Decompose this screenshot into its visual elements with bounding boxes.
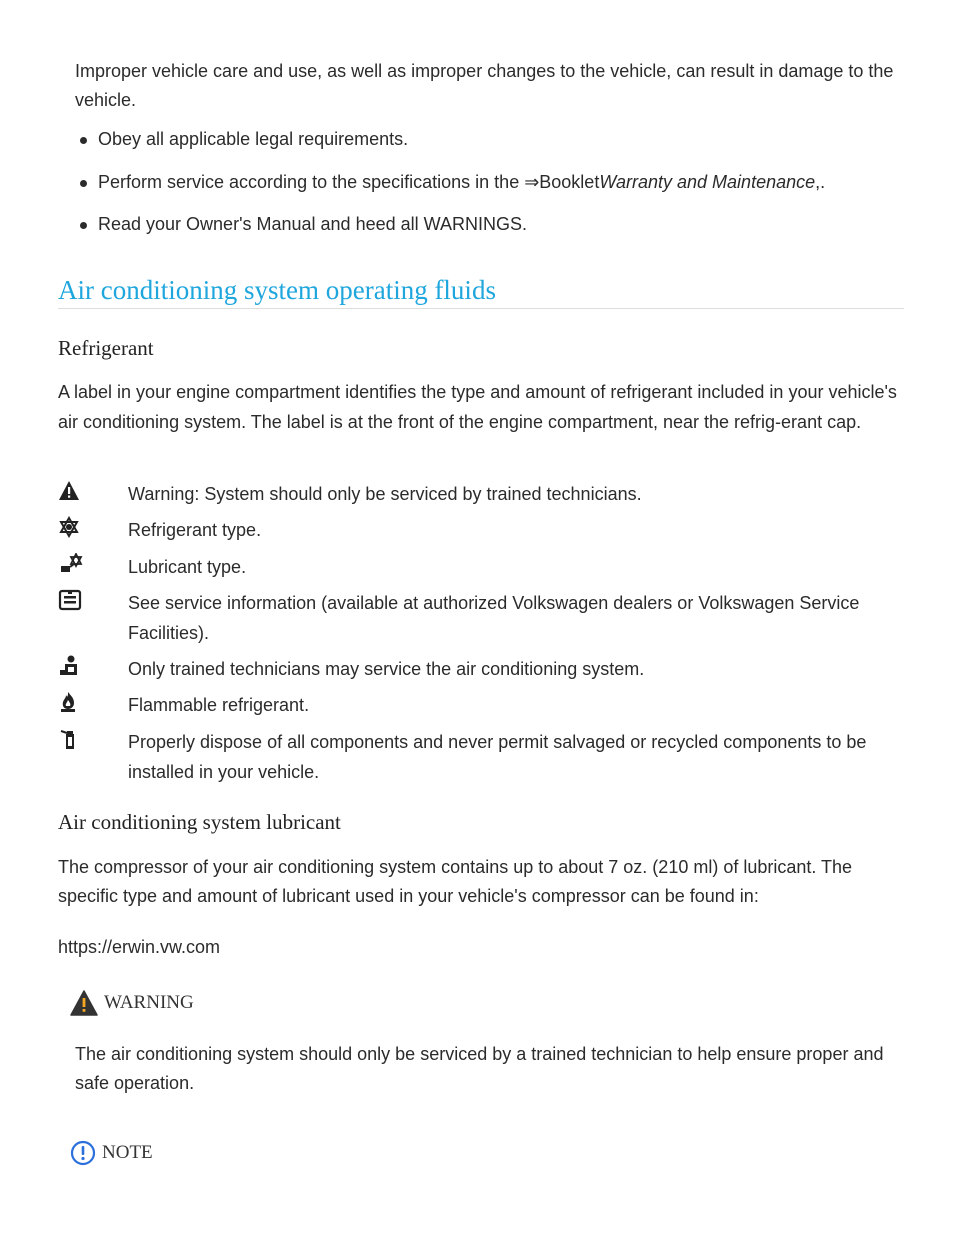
warning-label: WARNING bbox=[104, 992, 194, 1013]
technician-icon bbox=[58, 655, 80, 677]
symbol-description: Refrigerant type. bbox=[128, 520, 262, 540]
lubricant-heading: Air conditioning system lubricant bbox=[58, 810, 341, 834]
warning-triangle-icon bbox=[70, 990, 98, 1016]
warning-text: The air conditioning system should only be serviced by a trained technician to help ensure proper and safe operation. bbox=[75, 1044, 884, 1093]
flammable-icon bbox=[58, 691, 80, 713]
punctuation: ,. bbox=[815, 171, 826, 192]
list-item: Obey all applicable legal requirements. bbox=[75, 125, 915, 154]
note-label: NOTE bbox=[102, 1142, 153, 1163]
symbol-description: Only trained technicians may service the air conditioning system. bbox=[128, 659, 645, 679]
refrigerant-heading: Refrigerant bbox=[58, 336, 154, 360]
lubricant-icon bbox=[58, 553, 84, 575]
note-header bbox=[70, 1140, 153, 1166]
symbol-description: Lubricant type. bbox=[128, 557, 247, 577]
section-divider bbox=[58, 308, 904, 309]
symbol-description: See service information (available at authorized Volkswagen dealers or Volkswagen Service Facilities). bbox=[128, 593, 860, 643]
recycle-dispose-icon bbox=[58, 728, 80, 750]
refrigerant-paragraph: A label in your engine compartment identifies the type and amount of refrigerant included in your vehicle's air conditioning system. The label is at the front of the engine compartment, near the refrig-erant cap. bbox=[58, 382, 897, 432]
warning-triangle-icon bbox=[58, 480, 80, 502]
section-title: Air conditioning system operating fluids bbox=[58, 275, 496, 305]
list-item bbox=[75, 168, 915, 197]
requirements-list bbox=[75, 125, 915, 253]
list-item: Read your Owner's Manual and heed all WARNINGS. bbox=[75, 210, 915, 239]
symbol-description: Properly dispose of all components and never permit salvaged or recycled components to be installed in your vehicle. bbox=[128, 732, 867, 782]
intro-paragraph: Improper vehicle care and use, as well as improper changes to the vehicle, can result in damage to the vehicle. bbox=[75, 61, 894, 110]
booklet-ref-text: Perform service according to the specifications in the ⇒Booklet bbox=[98, 171, 600, 192]
service-manual-icon bbox=[58, 589, 82, 611]
warning-header bbox=[70, 990, 194, 1016]
refrigerant-icon bbox=[58, 516, 80, 538]
exclamation-circle-icon bbox=[70, 1140, 96, 1166]
erwin-url[interactable]: https://erwin.vw.com bbox=[58, 937, 221, 957]
symbol-description: Warning: System should only be serviced by trained technicians. bbox=[128, 484, 642, 504]
lubricant-paragraph: The compressor of your air conditioning system contains up to about 7 oz. (210 ml) of lubricant. The specific type and amount of lubricant used in your vehicle's compressor can be found in: bbox=[58, 857, 853, 906]
booklet-title-link[interactable]: Warranty and Maintenance bbox=[599, 171, 816, 192]
symbol-description: Flammable refrigerant. bbox=[128, 695, 310, 715]
